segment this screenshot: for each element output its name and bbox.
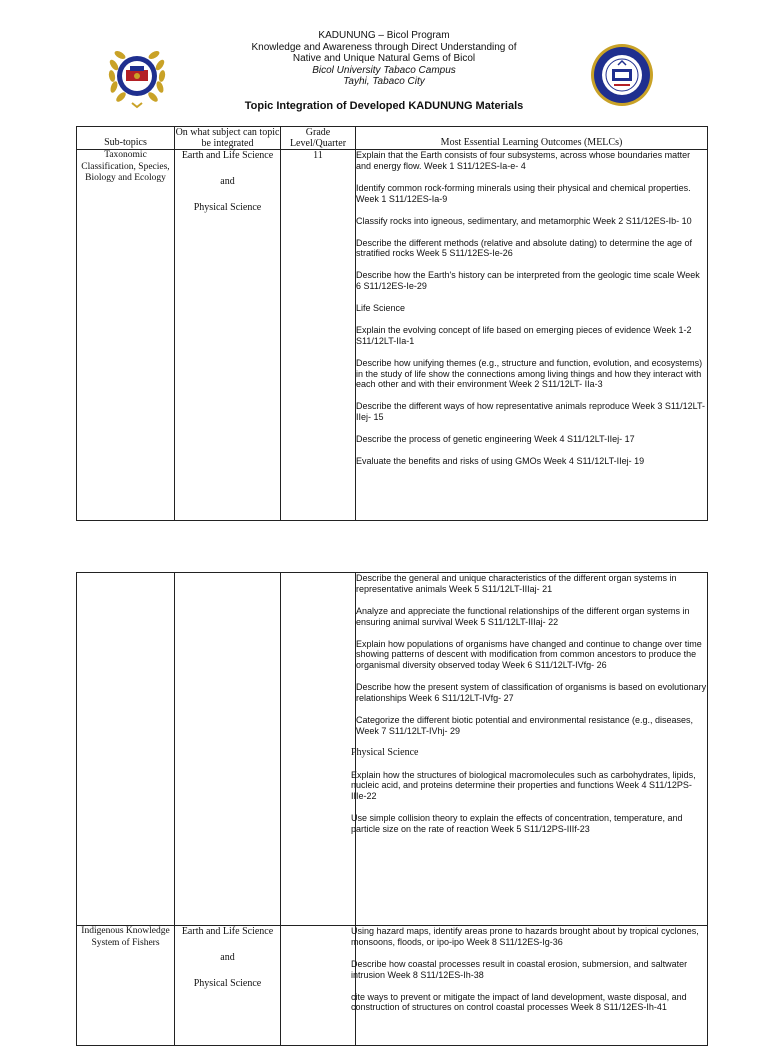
header-subject: On what subject can topic be integrated — [175, 127, 280, 149]
melc-item: Describe the process of genetic engineering Week 4 S11/12LT-IIej- 17 — [356, 434, 635, 445]
subtopic-cell: Indigenous Knowledge System of Fishers — [77, 926, 175, 1046]
grade-cell-empty — [281, 573, 356, 926]
melc-item: Describe the general and unique characteristics of the different organ systems in representative animals Week 5 S11/12LT-IIIaj- 21 — [356, 573, 677, 594]
melc-item: Describe the different ways of how representative animals reproduce Week 3 S11/12LT-IIej- 15 — [356, 401, 706, 423]
melc-subheading: Physical Science — [351, 746, 419, 758]
subject-and: and — [220, 176, 235, 187]
program-tagline-1: Knowledge and Awareness through Direct Understanding of — [251, 41, 517, 53]
melc-cell — [351, 926, 708, 1046]
program-name: KADUNUNG – Bicol Program — [318, 30, 450, 41]
program-tagline-2: Native and Unique Natural Gems of Bicol — [292, 53, 476, 64]
subject-and: and — [220, 952, 235, 963]
subject-cell — [175, 926, 281, 1046]
grade-cell-empty — [281, 926, 356, 1046]
header-subtopics: Sub-topics — [77, 127, 175, 150]
melc-item: Explain how the structures of biological macromolecules such as carbohydrates, lipids, nucleic acid, and proteins determine their properties and functions Week 4 S11/12PS-IIIe-22 — [351, 769, 696, 802]
melc-cell — [351, 573, 708, 926]
melc-subheading: Life Science — [356, 303, 406, 314]
table-row — [77, 926, 708, 1046]
melc-item: Evaluate the benefits and risks of using GMOs Week 4 S11/12LT-IIej- 19 — [356, 456, 645, 467]
melc-item: cite ways to prevent or mitigate the impact of land development, waste disposal, and construction of structures on control coastal processes Week 8 S11/12ES-Ih-41 — [351, 991, 687, 1013]
melc-item: Identify common rock-forming minerals using their physical and chemical properties. Week 1 S11/12ES-Ia-9 — [356, 182, 691, 204]
subject-earth-life: Earth and Life Science — [181, 150, 274, 161]
topic-integration-table — [76, 126, 708, 521]
subtopic-cell: Taxonomic Classification, Species, Biology and Ecology — [77, 150, 175, 521]
grade-cell: 11 — [281, 150, 356, 521]
topic-integration-table-continued — [76, 572, 708, 1046]
university-seal-icon — [104, 43, 170, 109]
table-header-row — [77, 127, 708, 150]
subject-cell-empty — [175, 573, 281, 926]
subject-physical: Physical Science — [193, 978, 262, 989]
campus-address: Tayhi, Tabaco City — [343, 76, 425, 87]
campus-seal-icon — [590, 43, 654, 107]
subject-cell — [175, 150, 281, 521]
melc-item: Explain that the Earth consists of four subsystems, across whose boundaries matter and energy flow. Week 1 S11/12ES-Ia-e- 4 — [356, 150, 691, 171]
table-row — [77, 150, 708, 521]
subject-earth-life: Earth and Life Science — [181, 926, 274, 937]
melc-item: Describe how the present system of classification of organisms is based on evolutionary relationships Week 6 S11/12LT-IVfg- 27 — [356, 682, 707, 703]
melc-item: Analyze and appreciate the functional relationships of the different organ systems in ensuring animal survival Week 5 S11/12LT-IIIaj- 22 — [356, 605, 690, 627]
melc-item: Describe the different methods (relative and absolute dating) to determine the age of stratified rocks Week 5 S11/12ES-Ie-26 — [356, 237, 693, 259]
melc-item: Categorize the different biotic potential and environmental resistance (e.g., diseases, Week 7 S11/12LT-IVhj- 29 — [356, 714, 694, 736]
melc-item: Describe how unifying themes (e.g., structure and function, evolution, and ecosystems) in the study of life show the connections among living things and how they interact with each other and with their environment Week 2 S11/12LT- IIa-3 — [356, 357, 703, 390]
header-grade: Grade Level/Quarter — [281, 127, 356, 150]
melc-item: Explain the evolving concept of life based on emerging pieces of evidence Week 1-2 S11/12LT-IIa-1 — [356, 325, 692, 346]
melc-item: Using hazard maps, identify areas prone to hazards brought about by tropical cyclones, monsoons, floods, or ipo-ipo Week 8 S11/12ES-Ig-36 — [351, 926, 699, 947]
document-title: Topic Integration of Developed KADUNUNG Materials — [244, 100, 524, 112]
subtopic-cell-empty — [77, 573, 175, 926]
melc-item: Use simple collision theory to explain the effects of concentration, temperature, and particle size on the rate of reaction Week 5 S11/12PS-IIIf-23 — [351, 813, 683, 835]
melc-cell — [356, 150, 708, 521]
header-melc: Most Essential Learning Outcomes (MELCs) — [356, 127, 708, 150]
melc-item: Describe how coastal processes result in coastal erosion, submersion, and saltwater intrusion Week 8 S11/12ES-Ih-38 — [351, 958, 688, 980]
table-row — [77, 573, 708, 926]
melc-item: Describe how the Earth's history can be interpreted from the geologic time scale Week 6 S11/12ES-Ie-29 — [356, 270, 700, 292]
melc-item: Classify rocks into igneous, sedimentary, and metamorphic Week 2 S11/12ES-Ib- 10 — [356, 215, 692, 226]
melc-item: Explain how populations of organisms have changed and continue to change over time showing patterns of descent with modification from common ancestors to produce the organismal diversity observed today Week 6 S11/12LT-IVfg- 26 — [356, 638, 702, 671]
campus-name: Bicol University Tabaco Campus — [312, 64, 456, 76]
subject-physical: Physical Science — [193, 202, 262, 213]
